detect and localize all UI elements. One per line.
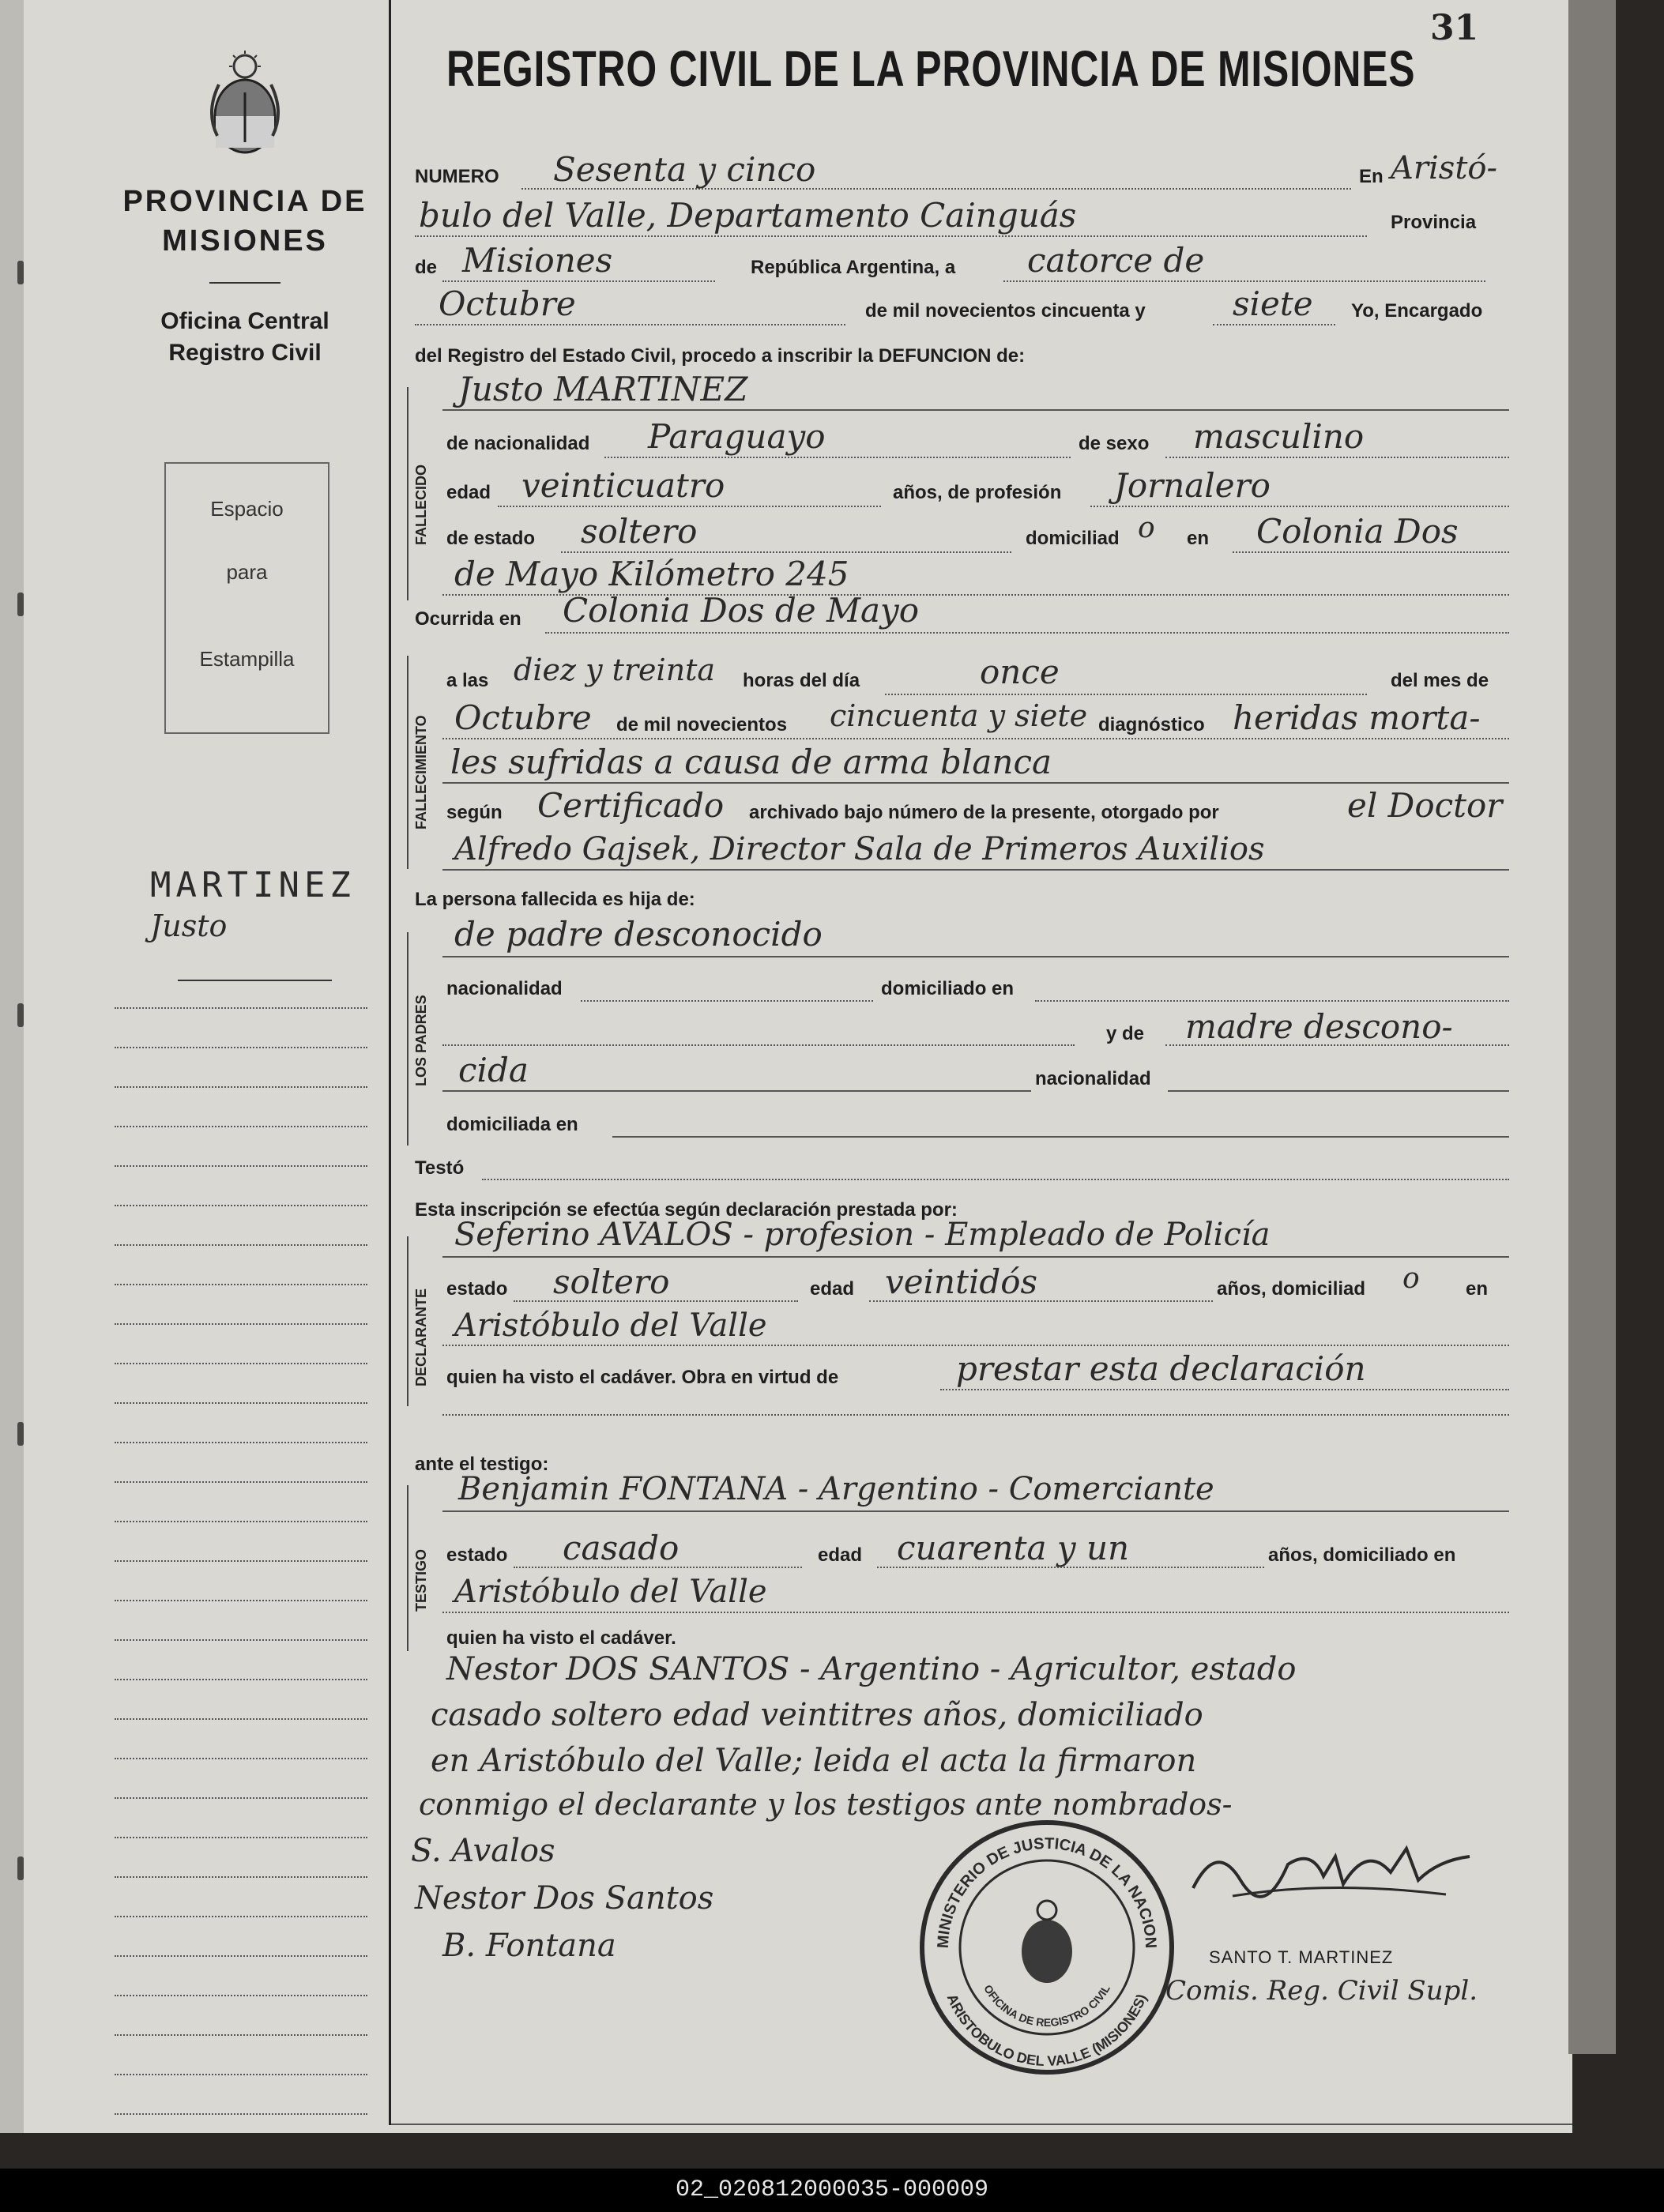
binding-stitch — [17, 592, 24, 616]
field-line — [442, 1345, 1509, 1346]
value-tes-estado: casado — [563, 1529, 680, 1567]
value-otorgado1: el Doctor — [1347, 786, 1503, 825]
sidebar-ruled-line — [115, 1363, 367, 1364]
value-tes-edad: cuarenta y un — [897, 1529, 1130, 1567]
field-line — [442, 782, 1509, 784]
signature-fontana: B. Fontana — [442, 1928, 616, 1964]
value-dec-dom-suffix: o — [1402, 1262, 1420, 1295]
sidebar-rule — [209, 282, 280, 284]
field-line — [877, 1567, 1264, 1568]
field-line — [442, 280, 715, 282]
field-line — [514, 1567, 802, 1568]
label-numero: NUMERO — [415, 166, 499, 187]
value-domicilio2: de Mayo Kilómetro 245 — [454, 555, 849, 593]
section-bracket — [407, 1485, 408, 1651]
sidebar-ruled-line — [115, 1481, 367, 1483]
sidebar-office-line1: Oficina Central — [160, 308, 329, 334]
label-ante-testigo: ante el testigo: — [415, 1454, 549, 1475]
sidebar-ruled-line — [115, 2074, 367, 2075]
official-signature — [1185, 1833, 1485, 1912]
section-bracket — [407, 1236, 408, 1406]
field-line — [1213, 324, 1335, 325]
value-otorgado2: Alfredo Gajsek, Director Sala de Primeros Auxilios — [454, 831, 1265, 867]
footer-bar — [0, 2169, 1664, 2212]
value-ocurrida: Colonia Dos de Mayo — [563, 591, 920, 630]
sidebar-ruled-line — [115, 1916, 367, 1917]
field-line — [442, 1090, 1031, 1092]
field-line — [442, 956, 1509, 957]
label-diagnostico: diagnóstico — [1098, 714, 1205, 735]
value-numero: Sesenta y cinco — [553, 150, 816, 189]
value-profesion: Jornalero — [1114, 466, 1271, 505]
section-label-fallecido: FALLECIDO — [413, 465, 429, 545]
label-segun: según — [446, 802, 503, 823]
sidebar-ruled-line — [115, 2113, 367, 2115]
sidebar-ruled-line — [115, 1244, 367, 1246]
value-domicilio1: Colonia Dos — [1256, 512, 1459, 551]
label-nacionalidad: de nacionalidad — [446, 433, 590, 454]
value-dom-suffix: o — [1138, 512, 1155, 544]
value-padre: de padre desconocido — [454, 915, 823, 954]
field-line — [442, 1256, 1509, 1258]
value-dec-edad: veintidós — [885, 1262, 1038, 1301]
value-closing-line1: Nestor DOS SANTOS - Argentino - Agricultor, estado — [446, 1651, 1297, 1687]
field-line — [1168, 1090, 1509, 1092]
field-line — [482, 1179, 1509, 1180]
seal-outer-text: MINISTERIO DE JUSTICIA DE LA NACION — [934, 1834, 1160, 1949]
value-mes: Octubre — [439, 284, 576, 323]
section-bracket — [407, 656, 408, 869]
field-line — [415, 324, 845, 325]
field-line — [1233, 551, 1509, 553]
field-line — [498, 506, 881, 507]
sidebar-ruled-line — [115, 2034, 367, 2036]
label-quien-cadaver: quien ha visto el cadáver. Obra en virtud de — [446, 1367, 839, 1388]
label-nacionalidad2: nacionalidad — [446, 978, 563, 999]
coat-of-arms-icon — [201, 49, 288, 160]
sidebar-office-line2: Registro Civil — [168, 340, 322, 366]
label-testo: Testó — [415, 1157, 465, 1179]
field-line — [604, 457, 1071, 458]
value-diagnostico1: heridas morta- — [1233, 698, 1481, 737]
field-line — [561, 551, 1011, 553]
label-ocurrida-en: Ocurrida en — [415, 608, 521, 630]
label-inscripcion: Esta inscripción se efectúa según declaración prestada por: — [415, 1199, 958, 1221]
footer-id: 02_020812000035-000009 — [675, 2176, 989, 2203]
label-nacionalidad3: nacionalidad — [1035, 1068, 1151, 1089]
registry-seal — [917, 1817, 1177, 2078]
label-sexo: de sexo — [1079, 433, 1150, 454]
signature-dos-santos: Nestor Dos Santos — [415, 1880, 714, 1917]
value-nacionalidad: Paraguayo — [648, 417, 826, 456]
margin-given-name: Justo — [150, 908, 228, 943]
binding-stitch — [17, 261, 24, 284]
margin-name-rule — [178, 980, 332, 981]
value-provincia: Misiones — [462, 241, 613, 280]
field-line — [442, 1612, 1509, 1613]
sidebar-ruled-line — [115, 1639, 367, 1641]
label-domiciliado-en: domiciliado en — [881, 978, 1015, 999]
value-mes2: Octubre — [454, 698, 592, 737]
value-estado: soltero — [581, 512, 698, 551]
binding-stitch — [17, 1856, 24, 1880]
value-anio: siete — [1233, 284, 1313, 323]
sidebar-ruled-line — [115, 1126, 367, 1127]
label-registro-line: del Registro del Estado Civil, procedo a inscribir la DEFUNCION de: — [415, 345, 1026, 367]
sidebar-ruled-line — [115, 1205, 367, 1206]
sidebar-ruled-line — [115, 1284, 367, 1285]
sidebar-ruled-line — [115, 1876, 367, 1878]
value-dec-domicilio: Aristóbulo del Valle — [454, 1307, 767, 1344]
value-madre2: cida — [458, 1051, 529, 1089]
value-sexo: masculino — [1193, 417, 1365, 456]
label-quien-cadaver2: quien ha visto el cadáver. — [446, 1627, 676, 1649]
label-de-mil2: de mil novecientos — [616, 714, 788, 735]
sidebar-ruled-line — [115, 1086, 367, 1088]
label-de-estado: de estado — [446, 528, 536, 549]
sidebar-ruled-line — [115, 1047, 367, 1048]
label-de: de — [415, 257, 438, 278]
label-anos-domiciliado: años, domiciliad — [1217, 1278, 1366, 1300]
field-line — [514, 1300, 798, 1302]
label-estado3: estado — [446, 1544, 508, 1566]
label-estado: estado — [446, 1278, 508, 1300]
stamp-space-line: para — [226, 560, 268, 584]
seal-bottom-text: ARISTOBULO DEL VALLE (MISIONES) — [943, 1992, 1150, 2070]
margin-surname: MARTINEZ — [150, 865, 356, 905]
value-tes-domicilio: Aristóbulo del Valle — [454, 1574, 767, 1610]
label-yo-encargado: Yo, Encargado — [1351, 300, 1483, 322]
value-certificado: Certificado — [537, 786, 725, 825]
label-anos-profesion: años, de profesión — [893, 482, 1062, 503]
field-line — [612, 1136, 1509, 1138]
value-en-place: Aristó- — [1391, 150, 1497, 186]
sidebar-ruled-line — [115, 1402, 367, 1404]
label-republica: República Argentina, a — [751, 257, 956, 278]
stamp-space-box — [164, 462, 329, 734]
field-line — [885, 694, 1367, 695]
official-title-handwritten: Comis. Reg. Civil Supl. — [1165, 1975, 1478, 2007]
field-line — [1165, 1044, 1509, 1046]
value-declarante: Seferino AVALOS - profesion - Empleado de Policía — [454, 1217, 1271, 1253]
value-difunto: Justo MARTINEZ — [458, 370, 748, 408]
label-provincia: Provincia — [1391, 212, 1477, 233]
field-line — [442, 1414, 1509, 1416]
value-dec-obra: prestar esta declaración — [956, 1349, 1366, 1388]
sidebar-ruled-line — [115, 1995, 367, 1996]
field-line — [869, 1300, 1213, 1302]
field-line — [1090, 506, 1509, 507]
field-line — [1035, 1000, 1509, 1002]
sidebar-ruled-line — [115, 1955, 367, 1957]
value-closing-line3: en Aristóbulo del Valle; leida el acta la firmaron — [431, 1743, 1197, 1779]
sidebar-ruled-line — [115, 1323, 367, 1325]
label-archivado: archivado bajo número de la presente, otorgado por — [749, 802, 1219, 823]
value-hora: diez y treinta — [514, 653, 716, 687]
sidebar-ruled-line — [115, 1600, 367, 1601]
page-number: 31 — [1430, 8, 1479, 48]
label-hija-de: La persona fallecida es hija de: — [415, 889, 695, 910]
value-madre1: madre descono- — [1185, 1007, 1453, 1046]
value-testigo: Benjamin FONTANA - Argentino - Comerciante — [458, 1471, 1214, 1507]
document-title: REGISTRO CIVIL DE LA PROVINCIA DE MISIONES — [446, 40, 1416, 97]
sidebar-ruled-line — [115, 1837, 367, 1838]
label-anos-domiciliado3: años, domiciliado en — [1268, 1544, 1456, 1566]
official-printed-name: SANTO T. MARTINEZ — [1209, 1947, 1394, 1967]
value-diagnostico2: les sufridas a causa de arma blanca — [450, 743, 1052, 781]
field-line — [545, 632, 1509, 634]
label-edad: edad — [446, 482, 491, 503]
value-dia: once — [980, 653, 1060, 691]
label-y-de: y de — [1106, 1023, 1145, 1044]
value-fecha-dia: catorce de — [1027, 241, 1205, 280]
sidebar-province: PROVINCIA DE MISIONES — [122, 185, 367, 258]
label-de-mil: de mil novecientos cincuenta y — [865, 300, 1146, 322]
sidebar-ruled-line — [115, 1442, 367, 1443]
label-a-las: a las — [446, 670, 489, 691]
field-line — [442, 738, 1509, 739]
section-bracket — [407, 932, 408, 1146]
label-en2: en — [1466, 1278, 1489, 1300]
sidebar-ruled-line — [115, 1165, 367, 1167]
binding-edge — [0, 0, 24, 2133]
sidebar-ruled-line — [115, 1007, 367, 1009]
sidebar-ruled-line — [115, 1521, 367, 1522]
section-bracket — [407, 387, 408, 600]
stamp-space-line: Estampilla — [199, 647, 295, 671]
field-line — [442, 1510, 1509, 1512]
page-stack-edge — [1568, 0, 1616, 2054]
field-line — [442, 1044, 1075, 1046]
field-line — [581, 1000, 873, 1002]
value-closing-line2: casado soltero edad veintitres años, domiciliado — [431, 1697, 1203, 1733]
binding-stitch — [17, 1422, 24, 1446]
sidebar-ruled-line — [115, 1718, 367, 1720]
seal-middle-text: OFICINA DE REGISTRO CIVIL — [981, 1982, 1112, 2030]
label-en: En — [1359, 166, 1384, 187]
value-closing-line4: conmigo el declarante y los testigos ante nombrados- — [419, 1787, 1233, 1822]
section-label-los-padres: LOS PADRES — [413, 995, 429, 1086]
value-edad: veinticuatro — [521, 466, 725, 505]
value-place-cont: bulo del Valle, Departamento Cainguás — [419, 196, 1077, 235]
label-domiciliado: domiciliad — [1026, 528, 1120, 549]
bottom-rule — [391, 2124, 1572, 2125]
field-line — [940, 1389, 1509, 1390]
label-del-mes-de: del mes de — [1391, 670, 1489, 691]
value-dec-estado: soltero — [553, 1262, 670, 1301]
field-line — [442, 869, 1509, 871]
binding-stitch — [17, 1003, 24, 1027]
label-en-dom: en — [1187, 528, 1210, 549]
label-edad2: edad — [810, 1278, 855, 1300]
label-domiciliada-en: domiciliada en — [446, 1114, 578, 1135]
sidebar-ruled-line — [115, 1679, 367, 1680]
sidebar-ruled-line — [115, 1560, 367, 1562]
sidebar-ruled-line — [115, 1797, 367, 1799]
sidebar-ruled-line — [115, 1758, 367, 1759]
section-label-testigo: TESTIGO — [413, 1548, 429, 1612]
field-line — [1003, 280, 1485, 282]
label-edad3: edad — [818, 1544, 863, 1566]
section-label-fallecimiento: FALLECIMIENTO — [413, 715, 429, 830]
field-line — [1165, 457, 1509, 458]
label-horas-del-dia: horas del día — [743, 670, 860, 691]
signature-avalos: S. Avalos — [411, 1833, 555, 1869]
field-line — [442, 409, 1509, 411]
value-anio2: cincuenta y siete — [830, 698, 1088, 733]
section-label-declarante: DECLARANTE — [413, 1288, 429, 1386]
column-divider — [389, 0, 391, 2125]
stamp-space-line: Espacio — [210, 497, 284, 521]
field-line — [415, 235, 1367, 237]
